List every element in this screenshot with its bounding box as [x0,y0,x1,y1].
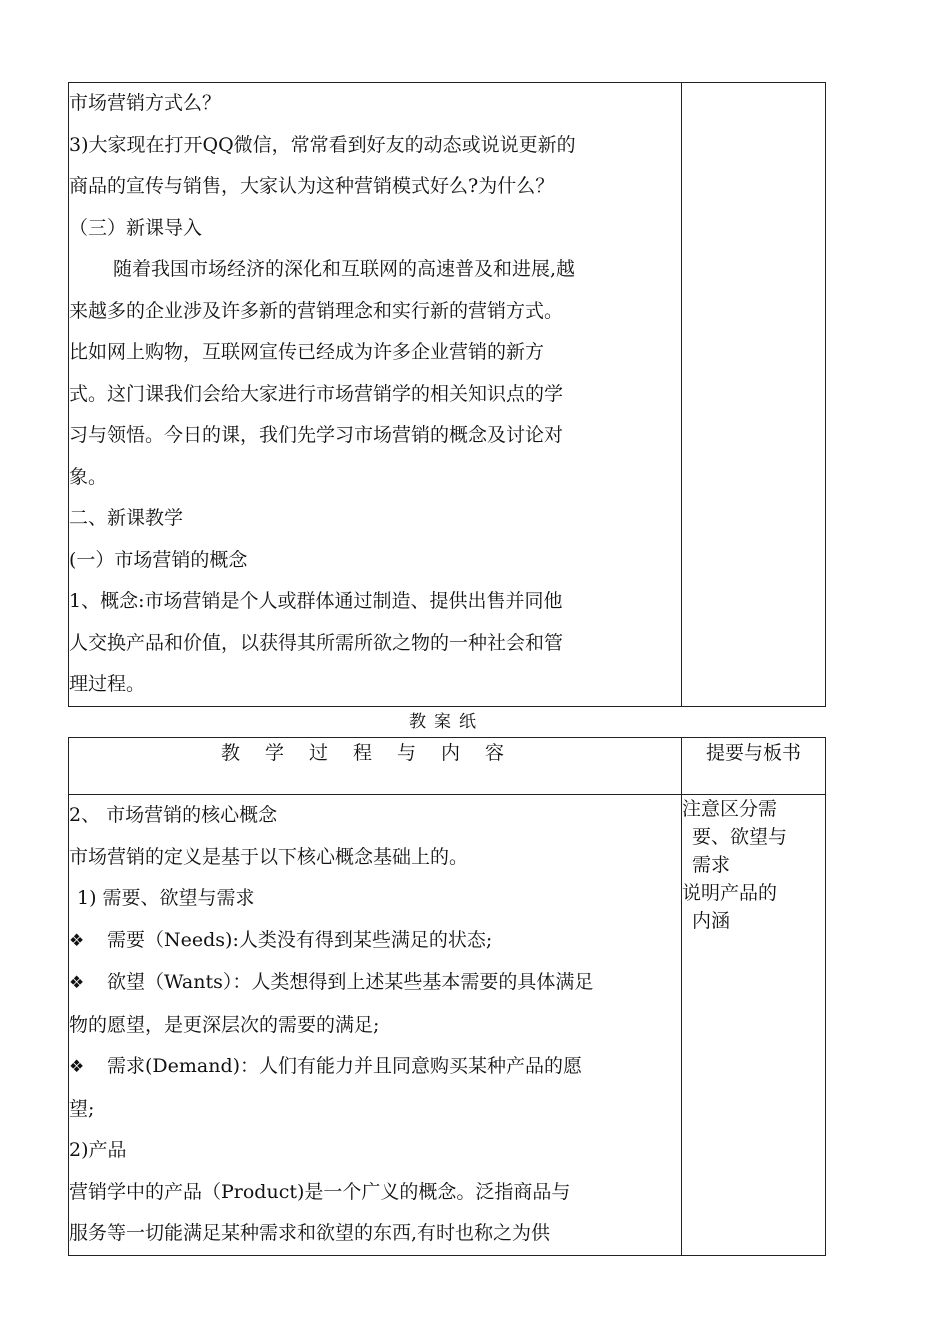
definition-line: 人交换产品和价值，以获得其所需所欲之物的一种社会和管 [69,631,564,654]
side-note-line: 注意区分需 [682,798,778,820]
definition-line: 理过程。 [69,673,146,695]
notes-cell-empty [682,83,826,707]
content-cell [69,83,682,707]
paragraph-line: 式。这门课我们会给大家进行市场营销学的相关知识点的学 [69,382,564,405]
side-note-line: 要、欲望与 [692,826,788,848]
bullet-item: ❖ 需要（Needs):人类没有得到某些满足的状态; [69,920,681,963]
definition-line: 1、概念:市场营销是个人或群体通过制造、提供出售并同他 [69,590,563,612]
header-notes: 提要与板书 [682,738,826,795]
side-note-line: 内涵 [692,910,731,932]
section-heading: 2、 市场营销的核心概念 [69,804,278,826]
paragraph-line: 来越多的企业涉及许多新的营销理念和实行新的营销方式。 [69,299,564,322]
header-process-content: 教学过程与内容 [69,738,682,795]
paragraph-line: 比如网上购物，互联网宣传已经成为许多企业营销的新方 [69,341,545,363]
bullet-item: ❖ 欲望（Wants）：人类想得到上述某些基本需要的具体满足 [69,962,681,1005]
notes-cell [682,795,826,1256]
text-line: 望; [69,1097,95,1120]
lesson-table-top [68,82,826,707]
section-heading: 二、新课教学 [69,507,184,529]
text-line: 服务等一切能满足某种需求和欲望的东西,有时也称之为供 [69,1222,551,1244]
text-line: 商品的宣传与销售，大家认为这种营销模式好么?为什么？ [69,175,555,197]
subsection-heading: (一）市场营销的概念 [69,548,248,571]
subsection-heading: 1) 需要、欲望与需求 [77,887,255,909]
diamond-bullet-icon: ❖ [69,930,85,951]
text-line: 营销学中的产品（Product)是一个广义的概念。泛指商品与 [69,1180,571,1203]
page-caption: 教案纸 [409,712,484,732]
paragraph-line: 习与领悟。今日的课，我们先学习市场营销的概念及讨论对 [69,424,564,446]
bullet-item: ❖ 需求(Demand)：人们有能力并且同意购买某种产品的愿 [69,1046,681,1089]
paragraph-line: 象。 [69,465,108,488]
subsection-heading: 2)产品 [69,1139,127,1161]
content-cell [69,795,682,1256]
text-line: 市场营销方式么？ [69,92,222,114]
lesson-table-bottom [68,737,826,1256]
text-line: 3)大家现在打开QQ微信，常常看到好友的动态或说说更新的 [69,133,576,156]
side-note-line: 需求 [692,854,731,876]
paragraph-line: 随着我国市场经济的深化和互联网的高速普及和进展,越 [113,258,576,280]
section-heading: （三）新课导入 [69,216,203,239]
text-line: 物的愿望，是更深层次的需要的满足; [69,1013,380,1036]
side-note-line: 说明产品的 [682,882,778,904]
text-line: 市场营销的定义是基于以下核心概念基础上的。 [69,845,469,868]
diamond-bullet-icon: ❖ [69,973,85,993]
diamond-bullet-icon: ❖ [69,1057,85,1077]
